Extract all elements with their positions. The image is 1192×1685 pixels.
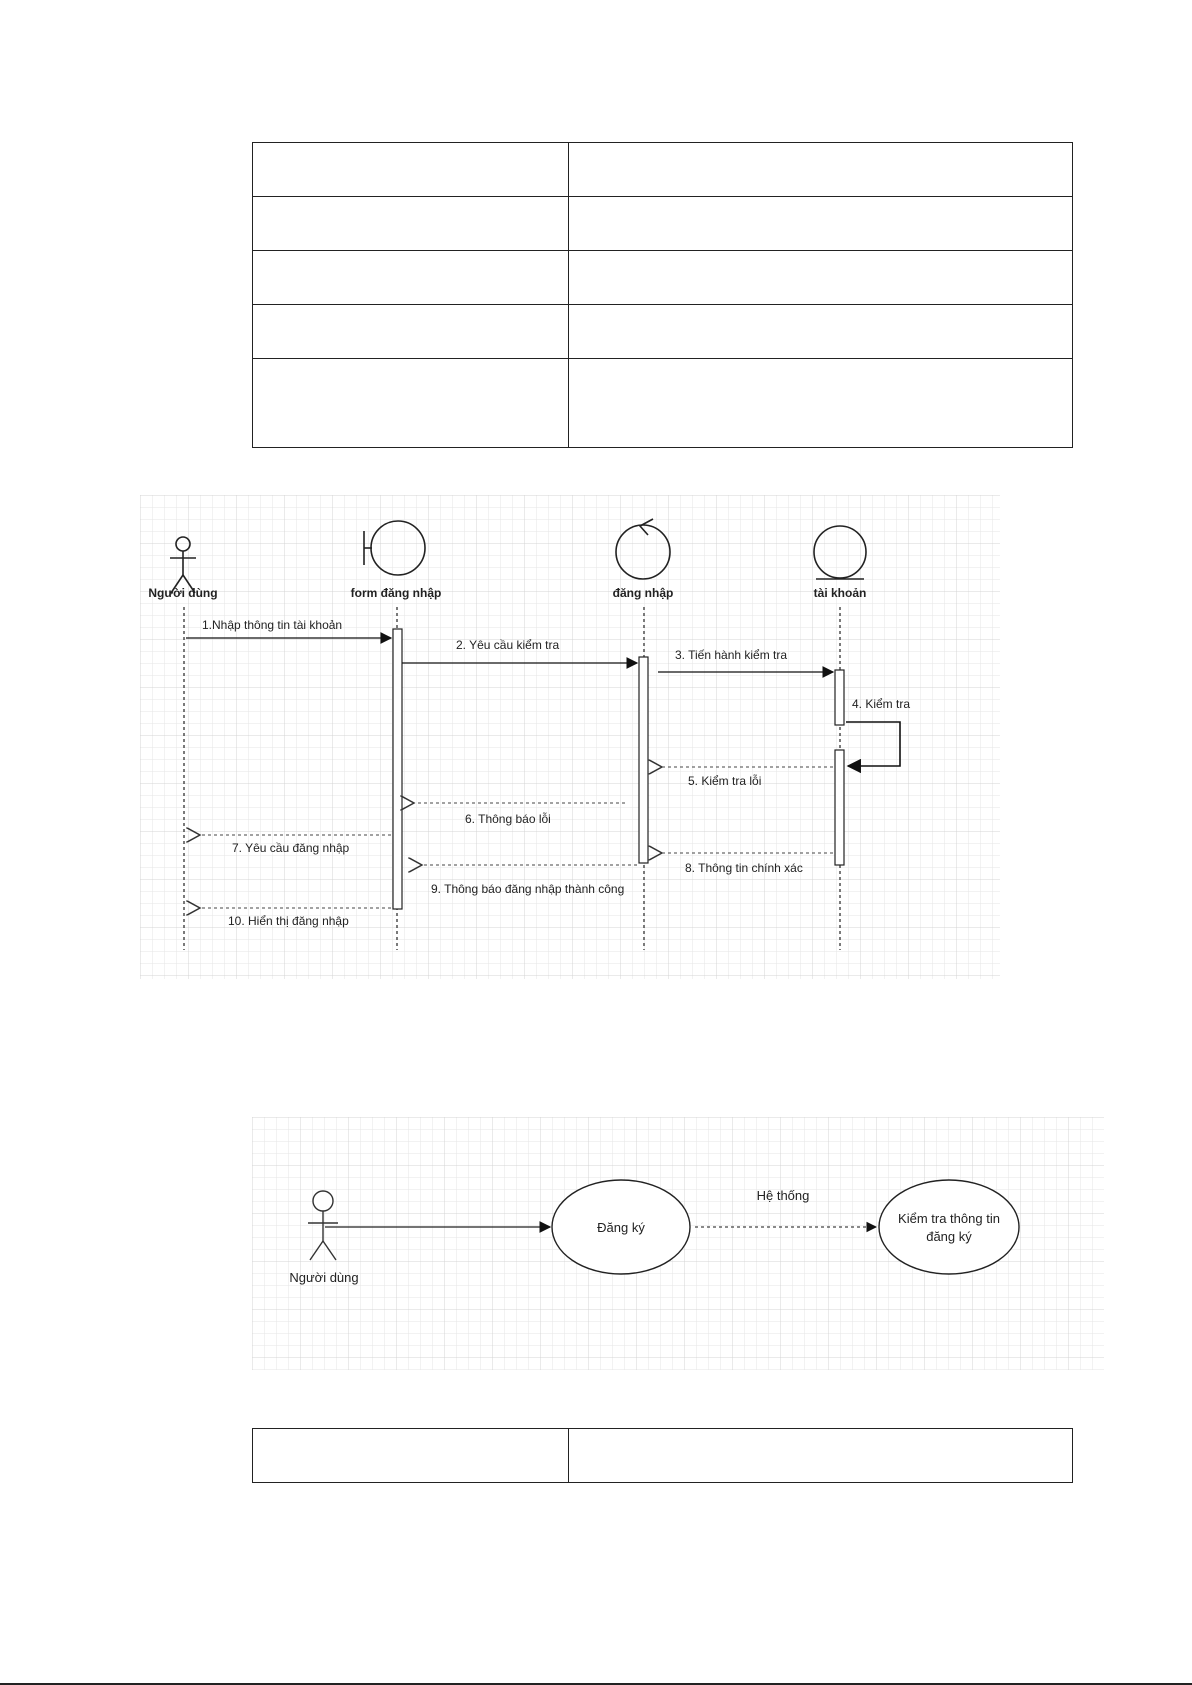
table-cell [253, 197, 569, 251]
info-table-bottom [252, 1428, 1073, 1483]
usecase-label-register: Đăng ký [597, 1220, 645, 1235]
table-cell [569, 359, 1073, 448]
message-label-10: 10. Hiển thị đăng nhập [228, 914, 349, 928]
activation-bar [393, 629, 402, 909]
usecase-label-check-line1: Kiểm tra thông tin [898, 1211, 1000, 1226]
table-cell [569, 1429, 1073, 1483]
message-label-9: 9. Thông báo đăng nhập thành công [431, 882, 625, 896]
table-cell [569, 197, 1073, 251]
table-row [253, 143, 1073, 197]
usecase-diagram [252, 1117, 1104, 1370]
message-label-2: 2. Yêu cầu kiểm tra [456, 638, 560, 652]
message-label-1: 1.Nhập thông tin tài khoản [202, 618, 343, 632]
participant-label-entity: tài khoản [813, 586, 867, 600]
table-row [253, 1429, 1073, 1483]
table-cell [569, 251, 1073, 305]
relation-label: Hệ thống [756, 1188, 810, 1203]
table-cell [253, 305, 569, 359]
participant-label-control: đăng nhập [612, 586, 674, 600]
table-cell [569, 143, 1073, 197]
info-table-top [252, 142, 1073, 448]
usecase-label-check-line2: đăng ký [926, 1229, 972, 1244]
activation-bar [835, 750, 844, 865]
sequence-diagram [140, 495, 1000, 979]
activation-bar [639, 657, 648, 863]
message-label-8: 8. Thông tin chính xác [685, 861, 803, 875]
table-cell [253, 359, 569, 448]
table-cell [569, 305, 1073, 359]
usecase-actor-label: Người dùng [289, 1270, 359, 1285]
activation-bar [835, 670, 844, 725]
participant-label-actor: Người dùng [148, 586, 218, 600]
message-label-7: 7. Yêu cầu đăng nhập [232, 841, 350, 855]
message-label-4: 4. Kiểm tra [852, 697, 911, 711]
table-cell [253, 143, 569, 197]
message-label-5: 5. Kiểm tra lỗi [688, 774, 762, 788]
message-label-3: 3. Tiến hành kiểm tra [675, 648, 788, 662]
table-row [253, 251, 1073, 305]
table-cell [253, 251, 569, 305]
table-cell [253, 1429, 569, 1483]
message-label-6: 6. Thông báo lỗi [465, 812, 551, 826]
table-row [253, 359, 1073, 448]
table-row [253, 305, 1073, 359]
table-row [253, 197, 1073, 251]
participant-label-boundary: form đăng nhập [350, 586, 442, 600]
usecase-ellipse-check [879, 1180, 1019, 1274]
